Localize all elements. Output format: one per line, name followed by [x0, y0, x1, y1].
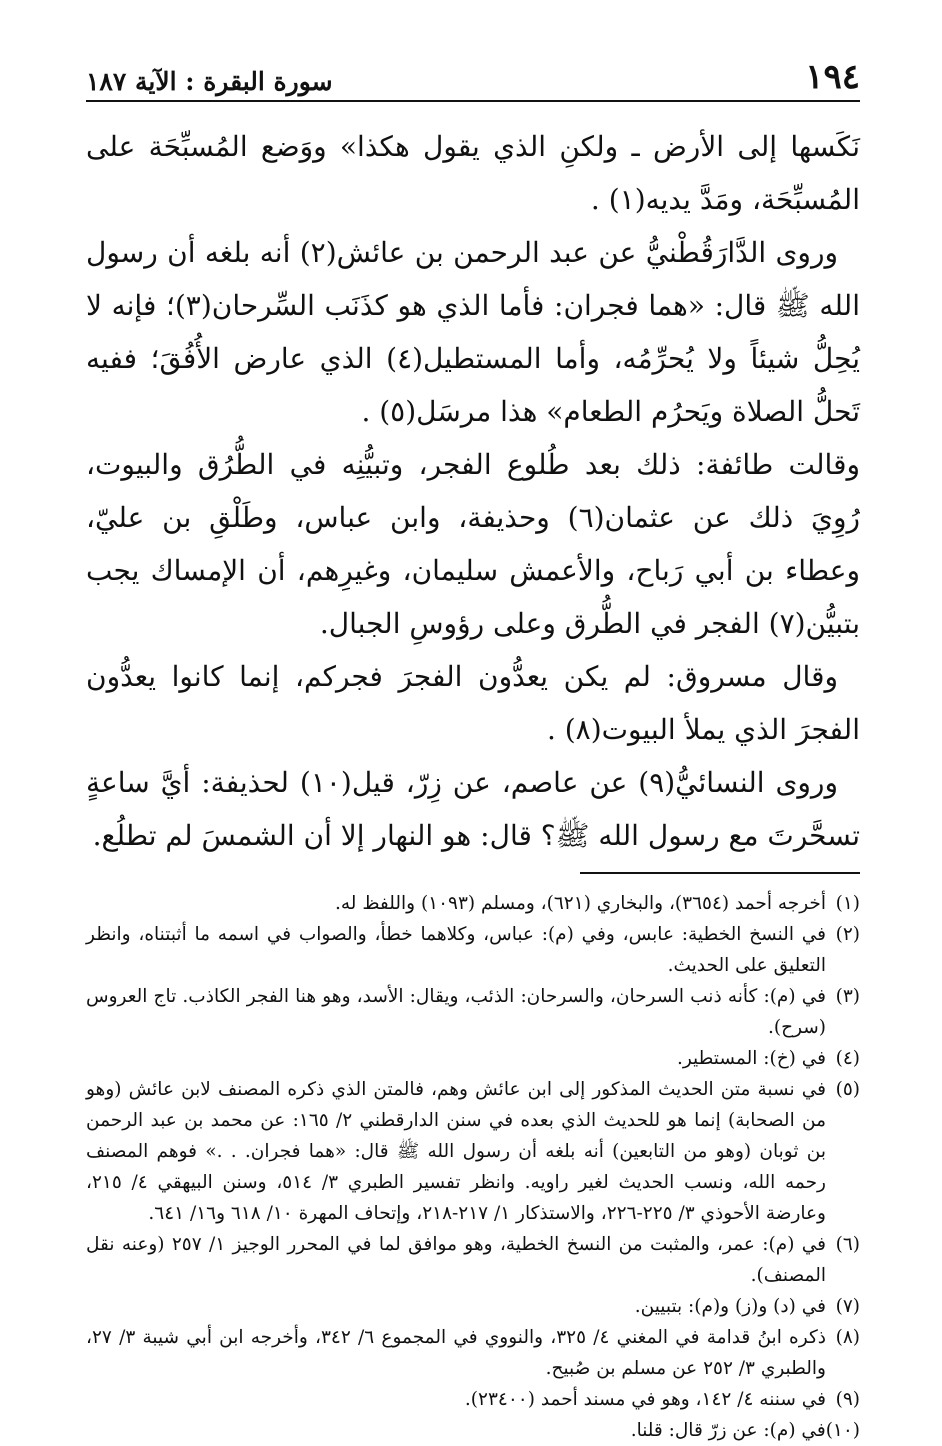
main-text [86, 120, 860, 862]
footnote-number: (٩) [835, 1389, 860, 1410]
footnote-number: (١) [835, 893, 860, 914]
footnote-text: في النسخ الخطية: عابس، وفي (م): عباس، وكلاهما خطأ، والصواب في اسمه ما أثبتناه، وانظر التعليق على الحديث. [86, 924, 826, 976]
footnote-text: أخرجه أحمد (٣٦٥٤)، والبخاري (٦٢١)، ومسلم (١٠٩٣) واللفظ له. [335, 893, 826, 914]
footnote [86, 1415, 860, 1446]
footnote [86, 888, 860, 919]
footnote [86, 1229, 860, 1291]
footnote [86, 1074, 860, 1229]
footnote-number: (٢) [835, 924, 860, 945]
paragraph: نَكَسها إلى الأرض ـ ولكنِ الذي يقول هكذا» ووَضع المُسبِّحَة على المُسبِّحَة، ومَدَّ يديه(١) . [86, 130, 860, 216]
footnote [86, 919, 860, 981]
footnote-number: (٧) [835, 1296, 860, 1317]
footnote [86, 1043, 860, 1074]
footnote [86, 1291, 860, 1322]
paragraph: وروى الدَّارَقُطْنيُّ عن عبد الرحمن بن عائش(٢) أنه بلغه أن رسول الله ﷺ قال: «هما فجران: فأما الذي هو كذَنَب السِّرحان(٣)؛ فإنه لا يُحِلُّ شيئاً ولا يُحرِّمُه، وأما المستطيل(٤) الذي عارض الأُفُقَ؛ ففيه تَحلُّ الصلاة ويَحرُم الطعام» هذا مرسَل(٥) . [86, 236, 860, 428]
footnote-number: (٤) [835, 1048, 860, 1069]
paragraph: وقال مسروق: لم يكن يعدُّون الفجرَ فجركم، إنما كانوا يعدُّون الفجرَ الذي يملأ البيوت(٨) . [86, 660, 860, 746]
footnote-text: في نسبة متن الحديث المذكور إلى ابن عائش وهم، فالمتن الذي ذكره المصنف لابن عائش (وهو من الصحابة) إنما هو للحديث الذي بعده في سنن الدارقطني ٢/ ١٦٥: عن محمد بن عبد الرحمن بن ثوبان (وهو من التابعين) أنه بلغه أن رسول الله ﷺ قال: «هما فجران. . .» فوهم المصنف رحمه الله، ونسب الحديث لغير راويه. وانظر تفسير الطبري ٣/ ٥١٤، وسنن البيهقي ٤/ ٢١٥، وعارضة الأحوذي ٣/ ٢٢٥-٢٢٦، والاستذكار ١/ ٢١٧-٢١٨، وإتحاف المهرة ١٠/ ٦١٨ و١٦/ ٦٤١. [86, 1079, 826, 1224]
footnote-text: في (م): عمر، والمثبت من النسخ الخطية، وهو موافق لما في المحرر الوجيز ١/ ٢٥٧ (وعنه نقل المصنف). [86, 1234, 826, 1286]
footnotes [86, 888, 860, 1446]
footnote-text: ذكره ابنُ قدامة في المغني ٤/ ٣٢٥، والنووي في المجموع ٦/ ٣٤٢، وأخرجه ابن أبي شيبة ٣/ ٢٧، والطبري ٣/ ٢٥٢ عن مسلم بن صُبيح. [86, 1327, 826, 1379]
footnote-text: في (م): كأنه ذنب السرحان، والسرحان: الذئب، ويقال: الأسد، وهو هنا الفجر الكاذب. تاج العروس (سرح). [86, 986, 826, 1038]
footnote-number: (٨) [835, 1327, 860, 1348]
footnote [86, 1322, 860, 1384]
footnote-number: (٣) [835, 986, 860, 1007]
footnote-text: في (د) و(ز) و(م): بتبيين. [634, 1296, 826, 1317]
running-title: سورة البقرة : الآية ١٨٧ [86, 67, 333, 96]
footnote-text: في (خ): المستطير. [676, 1048, 826, 1069]
footnote-number: (٥) [835, 1079, 860, 1100]
footnote [86, 1384, 860, 1415]
footnote-number: (٦) [835, 1234, 860, 1255]
page-number: ١٩٤ [805, 57, 860, 97]
footnote [86, 981, 860, 1043]
footnote-separator [580, 872, 860, 874]
footnote-text: في (م): عن زرّ قال: قلنا. [630, 1420, 826, 1441]
paragraph: وقالت طائفة: ذلك بعد طُلوع الفجر، وتبيُّنِه في الطُّرُق والبيوت، رُوِيَ ذلك عن عثمان(٦) وحذيفة، وابن عباس، وطَلْقِ بن عليّ، وعطاء بن أبي رَباح، والأعمش سليمان، وغيرِهم، أن الإمساك يجب بتبيُّن(٧) الفجر في الطُّرق وعلى رؤوسِ الجبال. [86, 448, 860, 640]
page-header [86, 57, 860, 102]
paragraph: وروى النسائيُّ(٩) عن عاصم، عن زِرّ، قيل(١٠) لحذيفة: أيَّ ساعةٍ تسحَّرتَ مع رسول الله ﷺ؟ قال: هو النهار إلا أن الشمسَ لم تطلُع. [86, 766, 860, 852]
footnote-text: في سننه ٤/ ١٤٢، وهو في مسند أحمد (٢٣٤٠٠). [464, 1389, 826, 1410]
footnote-number: (١٠) [825, 1420, 860, 1441]
